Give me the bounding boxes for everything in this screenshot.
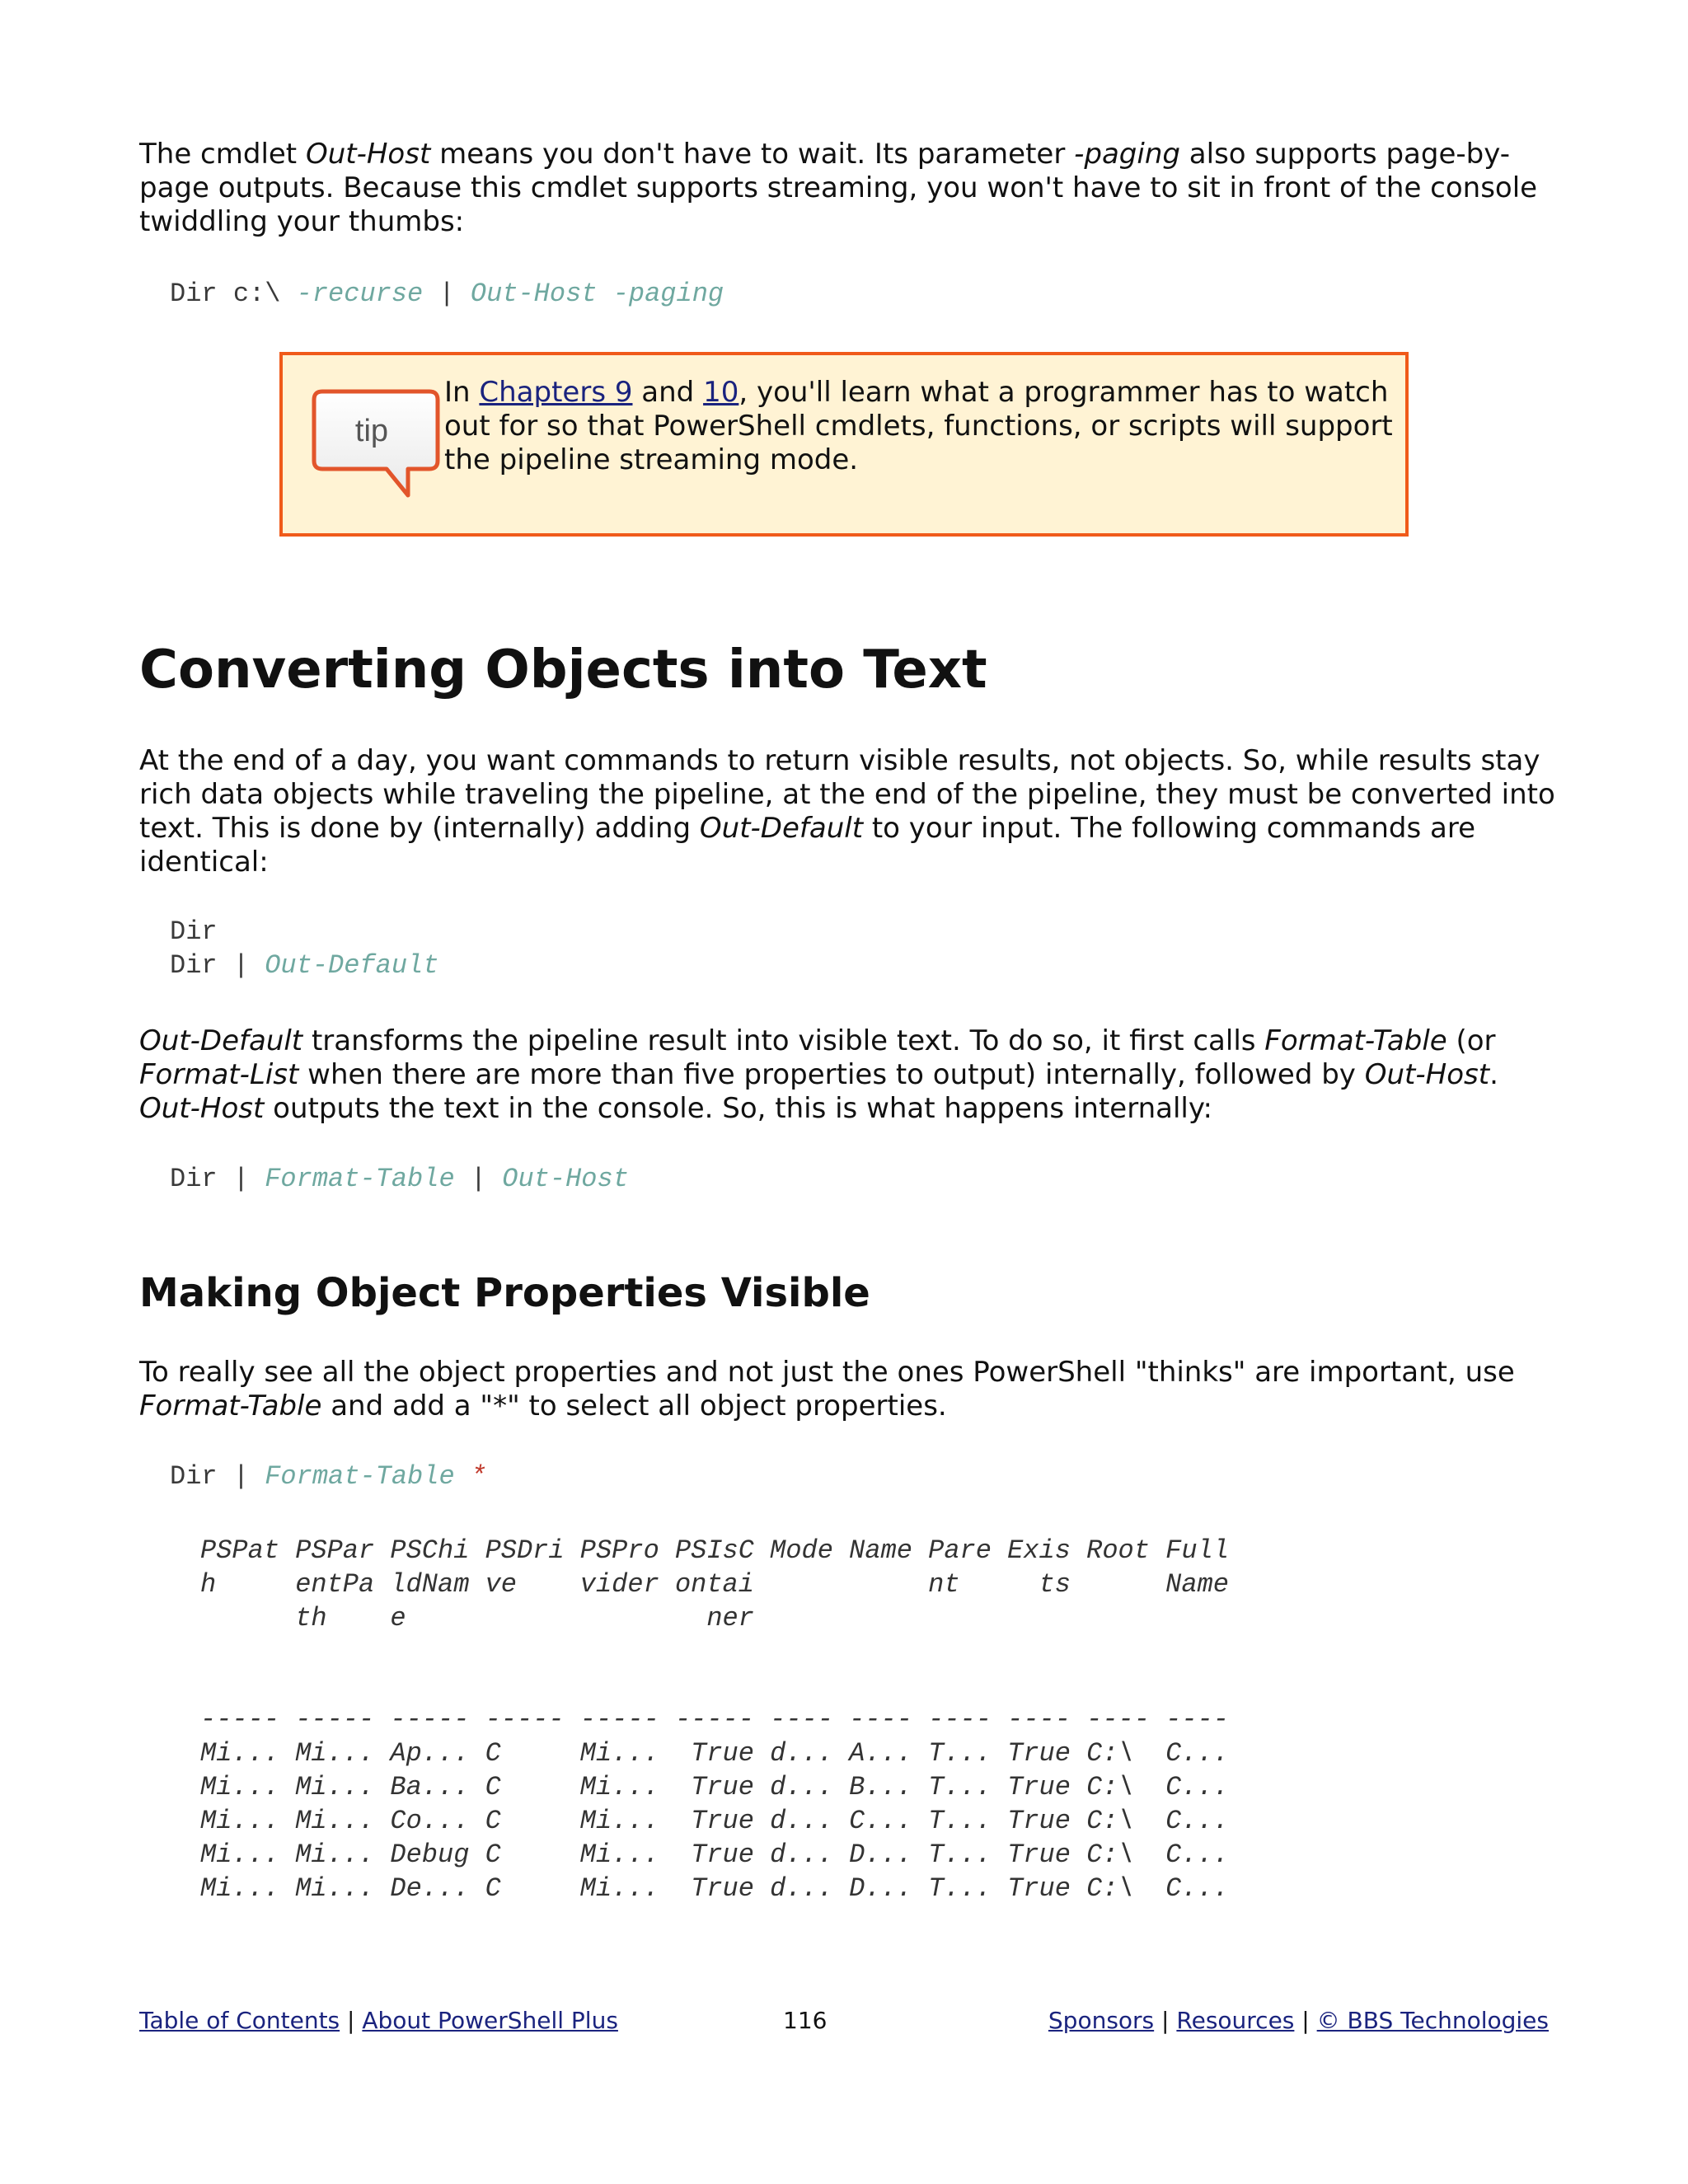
table-of-contents-link[interactable]: Table of Contents — [139, 2007, 340, 2034]
code-block — [170, 1162, 629, 1196]
table-cell: C:\ — [1086, 1806, 1134, 1836]
table-cell: ---- — [1086, 1704, 1150, 1735]
footer-left-links — [139, 2004, 618, 2037]
table-cell: ---- — [928, 1704, 992, 1735]
table-cell: C — [485, 1772, 501, 1802]
code-command: Dir | — [170, 950, 265, 981]
table-cell: d... — [770, 1873, 833, 1904]
table-cell: ldNam — [390, 1569, 470, 1600]
table-cell: PSPar — [295, 1535, 375, 1566]
text-span: means you don't have to wait. Its parameter — [430, 138, 1075, 171]
table-cell: C — [485, 1806, 501, 1836]
table-header-row — [200, 1601, 1245, 1635]
table-cell: ----- — [579, 1704, 659, 1735]
table-cell: True — [1007, 1806, 1071, 1836]
table-cell: vider — [579, 1569, 659, 1600]
text-span: and add a "*" to select all object properties. — [321, 1390, 947, 1422]
table-cell: Name — [1165, 1569, 1229, 1600]
table-cell: C:\ — [1086, 1738, 1134, 1769]
table-cell: ve — [485, 1569, 517, 1600]
footer-separator: | — [1294, 2007, 1317, 2034]
resources-link[interactable]: Resources — [1176, 2007, 1295, 2034]
code-wildcard: * — [454, 1461, 487, 1492]
text-span: , you'll learn what a programmer has to watch — [738, 376, 1389, 409]
table-cell: True — [1007, 1873, 1071, 1904]
subsection-heading: Making Object Properties Visible — [139, 1270, 870, 1316]
table-cell: ----- — [200, 1704, 280, 1735]
table-cell: Debug — [390, 1840, 470, 1870]
tip-text — [444, 376, 1400, 477]
table-cell: ---- — [770, 1704, 833, 1735]
table-cell: Pare — [928, 1535, 992, 1566]
text-line: rich data objects while traveling the pipeline, at the end of the pipeline, they must be converted into — [139, 778, 1555, 811]
table-cell: Name — [849, 1535, 912, 1566]
table-cell: ----- — [674, 1704, 754, 1735]
table-cell: d... — [770, 1738, 833, 1769]
table-cell: C... — [849, 1806, 912, 1836]
table-cell: T... — [928, 1806, 992, 1836]
table-cell: C... — [1165, 1738, 1229, 1769]
table-cell: entPa — [295, 1569, 375, 1600]
code-block — [170, 277, 724, 311]
section-heading: Converting Objects into Text — [139, 640, 987, 701]
text-span: (or — [1447, 1024, 1496, 1057]
text-span: transforms the pipeline result into visible text. To do so, it first calls — [302, 1024, 1265, 1057]
table-cell: True — [674, 1873, 754, 1904]
table-cell: True — [1007, 1772, 1071, 1802]
table-cell: C — [485, 1840, 501, 1870]
chapter-10-link[interactable]: 10 — [703, 376, 739, 409]
intro-paragraph — [139, 138, 1557, 239]
table-cell: PSChi — [390, 1535, 470, 1566]
code-block — [170, 1460, 486, 1493]
table-cell: Mode — [770, 1535, 833, 1566]
table-cell: h — [200, 1569, 217, 1600]
sponsors-link[interactable]: Sponsors — [1048, 2007, 1155, 2034]
table-cell: Mi... — [295, 1738, 375, 1769]
table-header-row — [200, 1568, 1245, 1601]
text-span: outputs the text in the console. So, this is what happens internally: — [264, 1092, 1212, 1125]
table-cell: ----- — [295, 1704, 375, 1735]
text-span: to your input. The following commands are — [863, 812, 1476, 845]
table-cell: ts — [1007, 1569, 1071, 1600]
page-footer — [139, 2004, 1549, 2037]
text-line: the pipeline streaming mode. — [444, 443, 859, 476]
code-parameter: -recurse — [296, 279, 424, 309]
table-cell: D... — [849, 1873, 912, 1904]
italic-term: Format-List — [139, 1058, 299, 1091]
table-cell: Ba... — [390, 1772, 470, 1802]
code-cmdlet: Format-Table — [265, 1461, 455, 1492]
footer-separator: | — [340, 2007, 363, 2034]
table-row — [200, 1838, 1245, 1872]
table-spacer — [200, 1635, 1245, 1669]
table-cell: Mi... — [295, 1840, 375, 1870]
table-cell: A... — [849, 1738, 912, 1769]
table-cell: C... — [1165, 1840, 1229, 1870]
italic-term: Out-Default — [139, 1024, 303, 1057]
table-cell: PSPro — [579, 1535, 659, 1566]
italic-term: Format-Table — [139, 1390, 322, 1422]
table-cell: Mi... — [295, 1806, 375, 1836]
code-command: Dir | — [170, 1461, 265, 1492]
italic-term: Out-Host — [1364, 1058, 1490, 1091]
text-span: when there are more than five properties to output) internally, followed by — [298, 1058, 1365, 1091]
text-line — [139, 1058, 1557, 1092]
text-span: text. This is done by (internally) adding — [139, 812, 700, 845]
tip-box — [279, 352, 1409, 537]
text-span: and — [632, 376, 704, 409]
footer-separator: | — [1154, 2007, 1177, 2034]
table-cell: C... — [1165, 1873, 1229, 1904]
table-cell: Ap... — [390, 1738, 470, 1769]
code-block — [170, 915, 438, 982]
italic-term: Out-Host — [139, 1092, 265, 1125]
text-line: identical: — [139, 846, 269, 879]
text-line: out for so that PowerShell cmdlets, functions, or scripts will support — [444, 410, 1393, 443]
code-cmdlet: Format-Table — [265, 1164, 455, 1194]
table-cell: Mi... — [579, 1772, 659, 1802]
code-command: Dir c:\ — [170, 279, 297, 309]
table-cell: C:\ — [1086, 1873, 1134, 1904]
bbs-technologies-link[interactable]: © BBS Technologies — [1316, 2007, 1549, 2034]
text-line: To really see all the object properties and not just the ones PowerShell "thinks" are important, use — [139, 1356, 1515, 1389]
table-cell: ----- — [485, 1704, 565, 1735]
table-cell: T... — [928, 1738, 992, 1769]
table-cell: True — [674, 1806, 754, 1836]
paragraph — [139, 1356, 1557, 1423]
console-output-table — [200, 1534, 1245, 1905]
italic-term: Out-Host — [305, 138, 431, 171]
text-span: also supports page-by- — [1179, 138, 1511, 171]
table-cell: D... — [849, 1840, 912, 1870]
table-cell: De... — [390, 1873, 470, 1904]
table-cell: d... — [770, 1806, 833, 1836]
text-line — [444, 376, 1400, 410]
text-line — [139, 1390, 1557, 1423]
table-cell: PSIsC — [674, 1535, 754, 1566]
table-cell: Mi... — [579, 1738, 659, 1769]
text-line — [139, 812, 1557, 846]
table-cell: True — [674, 1738, 754, 1769]
table-cell: Mi... — [200, 1806, 280, 1836]
table-cell: Full — [1165, 1535, 1229, 1566]
table-cell: Mi... — [295, 1772, 375, 1802]
table-cell: Mi... — [200, 1772, 280, 1802]
text-line: At the end of a day, you want commands to return visible results, not objects. So, while results stay — [139, 744, 1540, 777]
table-row — [200, 1770, 1245, 1804]
italic-term: Format-Table — [1264, 1024, 1447, 1057]
table-row — [200, 1872, 1245, 1905]
text-line — [139, 1092, 1557, 1126]
table-cell: th — [295, 1603, 327, 1633]
table-cell: nt — [928, 1569, 960, 1600]
table-cell: ner — [674, 1603, 754, 1633]
table-cell: True — [1007, 1738, 1071, 1769]
table-cell: C — [485, 1738, 501, 1769]
table-cell: C... — [1165, 1772, 1229, 1802]
code-cmdlet: Out-Default — [265, 950, 439, 981]
table-cell: PSDri — [485, 1535, 565, 1566]
text-line — [139, 138, 1557, 171]
table-cell: B... — [849, 1772, 912, 1802]
code-command: Dir — [170, 916, 218, 947]
table-cell: Mi... — [579, 1806, 659, 1836]
table-cell: PSPat — [200, 1535, 280, 1566]
table-cell: Mi... — [579, 1873, 659, 1904]
italic-term: Out-Default — [699, 812, 864, 845]
text-span: In — [444, 376, 480, 409]
tip-icon-label: tip — [354, 414, 389, 448]
table-row — [200, 1804, 1245, 1838]
table-cell: T... — [928, 1772, 992, 1802]
table-cell: d... — [770, 1840, 833, 1870]
table-cell: T... — [928, 1873, 992, 1904]
code-pipe: | — [423, 279, 471, 309]
text-span: The cmdlet — [139, 138, 306, 171]
table-cell: ---- — [849, 1704, 912, 1735]
code-command: Dir | — [170, 1164, 265, 1194]
table-cell: Mi... — [295, 1873, 375, 1904]
table-cell: ---- — [1007, 1704, 1071, 1735]
code-cmdlet: Out-Host — [502, 1164, 629, 1194]
table-cell: ontai — [674, 1569, 754, 1600]
table-cell: e — [390, 1603, 406, 1633]
table-row — [200, 1736, 1245, 1770]
table-cell: Mi... — [579, 1840, 659, 1870]
table-spacer — [200, 1669, 1245, 1703]
text-line: twiddling your thumbs: — [139, 205, 465, 238]
table-cell: T... — [928, 1840, 992, 1870]
footer-right-links — [1048, 2004, 1549, 2037]
table-cell: d... — [770, 1772, 833, 1802]
table-cell: Exis — [1007, 1535, 1071, 1566]
table-cell: ---- — [1165, 1704, 1229, 1735]
paragraph — [139, 1024, 1557, 1126]
table-cell: True — [1007, 1840, 1071, 1870]
table-cell: C... — [1165, 1806, 1229, 1836]
table-cell: ----- — [390, 1704, 470, 1735]
about-powershell-plus-link[interactable]: About PowerShell Plus — [362, 2007, 618, 2034]
table-cell: Co... — [390, 1806, 470, 1836]
table-cell: C — [485, 1873, 501, 1904]
chapters-9-link[interactable]: Chapters 9 — [479, 376, 633, 409]
table-cell: Mi... — [200, 1738, 280, 1769]
table-cell: Root — [1086, 1535, 1150, 1566]
paragraph — [139, 744, 1557, 879]
code-pipe: | — [454, 1164, 503, 1194]
table-header-row — [200, 1534, 1245, 1568]
table-cell: C:\ — [1086, 1840, 1134, 1870]
tip-icon — [311, 387, 443, 502]
italic-term: -paging — [1074, 138, 1180, 171]
text-line — [139, 1024, 1557, 1058]
text-line: page outputs. Because this cmdlet supports streaming, you won't have to sit in front of the console — [139, 171, 1538, 204]
table-cell: True — [674, 1772, 754, 1802]
text-span: . — [1489, 1058, 1498, 1091]
code-cmdlet: Out-Host -paging — [470, 279, 724, 309]
table-cell: Mi... — [200, 1873, 280, 1904]
table-separator-row — [200, 1703, 1245, 1736]
table-cell: True — [674, 1840, 754, 1870]
table-cell: C:\ — [1086, 1772, 1134, 1802]
page-number: 116 — [783, 2007, 828, 2034]
table-cell: Mi... — [200, 1840, 280, 1870]
